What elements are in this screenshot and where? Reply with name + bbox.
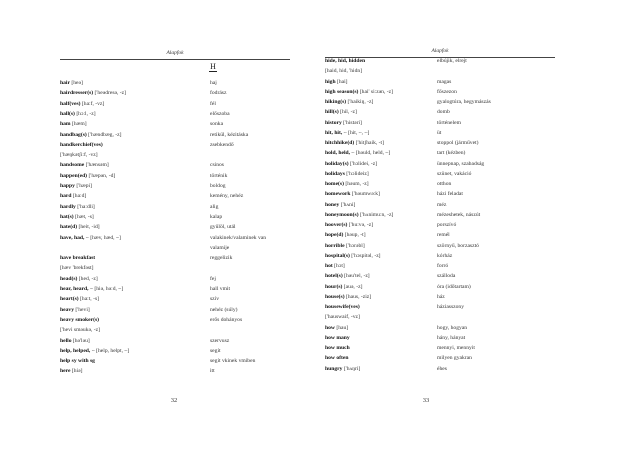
entry-headword (325, 191, 380, 198)
entry-translation: otthon (437, 181, 452, 187)
entry-headword (60, 224, 100, 231)
entry-translation: valamije (210, 244, 230, 251)
entry-headword (60, 368, 82, 375)
entry-translation: óra (időtartam) (437, 283, 471, 290)
pronunciation: ['hænsəm] (84, 162, 109, 169)
headword-text: hungry (325, 365, 343, 372)
entry-translation: kórház (437, 252, 453, 259)
entry-headword (325, 294, 371, 301)
entry-headword (325, 335, 350, 342)
headword-text: horrible (325, 242, 345, 249)
pronunciation: ~ [help, helpt, ~] (90, 347, 130, 354)
pronunciation: ['hæpi] (74, 183, 92, 189)
entry-headword (60, 152, 98, 159)
entry-headword (60, 296, 99, 303)
entry-translation: milyen gyakran (437, 355, 472, 362)
entry-translation: retikül, kézitáska (210, 131, 249, 138)
headword-text: hardly (60, 203, 76, 210)
entry-translation: házi feladat (437, 191, 463, 198)
pronunciation: [hæv 'brekfəst] (60, 265, 94, 272)
pronunciation: [hæm] (70, 121, 87, 128)
right-page (319, 0, 638, 452)
entry-headword (325, 222, 373, 229)
entry-translation: haj (210, 80, 217, 86)
entry-translation: erős dohányos (210, 316, 243, 323)
entry-translation: itt (210, 368, 215, 375)
headword-text: hotel(s) (325, 273, 343, 280)
entry-headword (60, 307, 90, 314)
entry-headword (60, 338, 90, 345)
pronunciation: [hed, -z] (77, 275, 98, 282)
pronunciation: ['hæŋkətʃi:f, -vz] (60, 152, 98, 159)
pronunciation: ['hʌnimu:n, -z] (358, 211, 394, 218)
headword-text: heart(s) (60, 296, 79, 303)
entry-headword (325, 263, 345, 270)
headword-text: happen(ed) (60, 172, 88, 179)
pronunciation: [hai' si:zən, -z] (358, 88, 393, 95)
pronunciation: ~ [hiə, hə:d, ~] (88, 286, 124, 292)
entry-translation: gyalogtúra, hegymászás (437, 99, 491, 105)
entry-translation: remél (437, 232, 450, 239)
pronunciation: [həum, -z] (343, 181, 369, 187)
entry-translation: reggelizik (210, 255, 233, 262)
pronunciation: ['hɔspitəl, -z] (349, 252, 381, 259)
entry-headword (60, 276, 98, 283)
entry-headword (325, 212, 393, 219)
pronunciation: ['hæpən, -d] (87, 172, 116, 179)
pronunciation: ['ha:dli] (75, 203, 95, 210)
entry-translation: üt (437, 129, 442, 136)
entry-headword (325, 232, 366, 239)
entry-translation: valakinek/valaminek van (210, 234, 267, 241)
entry-translation: elbújik, elrejt (437, 58, 467, 64)
headword-text: honeymoon(s) (325, 211, 359, 218)
pronunciation: ['həumwə:k] (350, 191, 380, 198)
headword-text: high season(s) (325, 88, 359, 95)
pronunciation: [hɔ:l, -z] (74, 110, 96, 117)
pronunciation: [hæt, -s] (73, 213, 94, 220)
headword-text: hall(s) (60, 110, 75, 117)
entry-headword (60, 348, 129, 355)
entry-translation: boldog (210, 183, 226, 189)
entry-translation: szünet, vakáció (437, 170, 472, 177)
entry-headword (325, 68, 362, 75)
headword-text: handkerchief(ves) (60, 141, 103, 148)
pronunciation: ['hu:və, -z] (347, 222, 374, 228)
pronunciation: ['hitʃhaik, -t] (354, 140, 384, 146)
entry-headword (60, 265, 93, 272)
entry-headword (325, 89, 393, 96)
entry-headword (325, 181, 369, 188)
entry-translation: alig (210, 203, 219, 210)
headword-text: homework (325, 191, 351, 198)
headword-text: handsome (60, 162, 85, 169)
entry-translation: szálloda (437, 273, 456, 280)
entry-translation: háziasszony (437, 304, 465, 310)
pronunciation: ['hauswaif, -vz] (325, 314, 360, 321)
pronunciation: ['hʌni] (339, 201, 356, 208)
entry-translation: porszívó (437, 222, 457, 228)
headword-text: how often (325, 355, 349, 362)
entry-headword (60, 286, 123, 293)
right-page-number: 33 (422, 397, 430, 404)
entry-translation: mennyi, mennyit (437, 345, 475, 351)
entry-headword (60, 142, 103, 149)
entry-headword (60, 255, 95, 262)
entry-translation: zsebkendő (210, 141, 234, 148)
entry-headword (325, 58, 365, 65)
pronunciation: [auə, -z] (342, 283, 363, 290)
headword-text: history (325, 119, 342, 126)
entry-translation: főszezon (437, 88, 457, 95)
headword-text: holidays (325, 170, 345, 177)
entry-translation: kemény, nehéz (210, 193, 244, 200)
entry-translation: történik (210, 172, 228, 179)
right-running-header: Alapfok (431, 48, 449, 54)
headword-text: hit, hit, (325, 129, 343, 136)
headword-text: hospital(s) (325, 252, 350, 259)
entry-headword (60, 121, 87, 128)
entry-headword (60, 183, 92, 190)
entry-headword (325, 79, 348, 86)
pronunciation: ['hevi] (73, 306, 90, 313)
entry-translation: hogy, hogyan (437, 324, 468, 331)
entry-translation: forró (437, 263, 449, 269)
entry-headword (325, 171, 369, 178)
entry-translation: magas (437, 78, 452, 85)
entry-translation: ház (437, 293, 445, 300)
pronunciation: ~ [həuld, held, ~] (350, 150, 391, 157)
pronunciation: [heə] (69, 80, 83, 86)
entry-headword (325, 253, 381, 260)
entry-headword (60, 80, 83, 87)
entry-headword (60, 358, 95, 365)
entry-translation: tart (kézben) (437, 150, 466, 157)
pronunciation: [hɔt] (332, 263, 345, 269)
entry-headword (60, 214, 94, 221)
headword-text: hitchhike(d) (325, 140, 355, 146)
entry-translation: csinos (210, 162, 224, 169)
headword-text: high (325, 78, 336, 85)
headword-text: hold, held, (325, 150, 351, 157)
entry-headword (325, 314, 360, 321)
entry-translation: történelem (437, 119, 461, 126)
headword-text: hard (60, 193, 72, 200)
entry-headword (325, 140, 384, 147)
pronunciation: [ha:d] (71, 193, 87, 200)
entry-translation: szörnyű, borzasztó (437, 242, 479, 249)
entry-headword (325, 202, 355, 209)
section-letter: H (210, 62, 216, 71)
headword-text: have breakfast (60, 255, 96, 262)
headword-text: home(s) (325, 181, 344, 187)
pronunciation: [hau] (334, 324, 349, 331)
headword-text: handbag(s) (60, 131, 87, 138)
pronunciation: ['hevi sməukə, -z] (60, 327, 100, 334)
pronunciation: ['heədresə, -z] (93, 90, 126, 97)
headword-text: hour(s) (325, 283, 343, 290)
entry-translation: gyűlöl, utál (210, 224, 236, 231)
headword-text: help sy with sg (60, 358, 95, 365)
entry-headword (60, 204, 95, 211)
left-running-header: Alapfok (166, 50, 184, 56)
entry-headword (60, 235, 121, 242)
pronunciation: ~ [hæv, hæd, ~] (84, 234, 121, 241)
entry-translation: fél (210, 100, 216, 107)
pronunciation: ['hɔlidei, -z] (348, 160, 378, 167)
headword-text: how many (325, 334, 350, 341)
entry-headword (325, 366, 360, 373)
entry-headword (60, 132, 121, 139)
headword-text: happy (60, 183, 75, 189)
entry-headword (325, 150, 390, 157)
pronunciation: ['histəri] (341, 119, 362, 126)
headword-text: hello (60, 337, 72, 344)
headword-text: hair (60, 80, 70, 86)
headword-text: head(s) (60, 275, 78, 282)
pronunciation: [hiə] (70, 368, 83, 375)
left-header-rule (60, 59, 290, 60)
pronunciation: [həup, -t] (343, 232, 366, 239)
entry-headword (325, 284, 362, 291)
entry-headword (325, 99, 373, 106)
entry-translation: sonka (210, 121, 224, 128)
entry-translation: éhes (437, 365, 447, 372)
headword-text: holiday(s) (325, 160, 349, 167)
pronunciation: [haus, -ziz] (344, 293, 372, 300)
entry-headword (325, 355, 348, 362)
pronunciation: ['hɔlideiz] (344, 170, 369, 177)
headword-text: hill(s) (325, 109, 339, 116)
entry-headword (325, 161, 377, 168)
entry-translation: hány, hányat (437, 334, 466, 341)
pronunciation: ['haikiŋ, -z] (346, 99, 374, 105)
pronunciation: ~ [hit, ~, ~] (342, 129, 370, 136)
entry-translation: szervusz (210, 337, 230, 344)
entry-headword (60, 101, 104, 108)
entry-translation: kalap (210, 213, 223, 220)
pronunciation: [həu'tel, -z] (342, 273, 370, 280)
entry-headword (60, 173, 115, 180)
entry-translation: fej (210, 275, 216, 282)
entry-headword (60, 317, 99, 324)
headword-text: housewife(ves) (325, 304, 360, 310)
entry-translation: stoppol (járművet) (437, 140, 479, 146)
pronunciation: [ha:f, -vz] (80, 100, 105, 107)
headword-text: here (60, 368, 71, 375)
pronunciation: ['hɔrəbl] (344, 242, 365, 249)
entry-headword (325, 130, 369, 137)
entry-translation: nehéz (súly) (210, 306, 238, 313)
entry-translation: domb (437, 109, 450, 116)
entry-headword (60, 111, 96, 118)
entry-headword (325, 243, 365, 250)
pronunciation: [hai] (335, 78, 348, 85)
pronunciation: ['hʌŋri] (342, 365, 361, 372)
pronunciation: ['hændbæg, -z] (86, 131, 122, 138)
headword-text: honey (325, 201, 340, 208)
entry-headword (325, 120, 362, 127)
entry-translation: segít vkinek vmiben (210, 358, 256, 365)
entry-translation: fodrász (210, 90, 227, 97)
pronunciation: [haid, hid, 'hidn] (325, 68, 363, 75)
headword-text: how (325, 324, 335, 331)
headword-text: house(s) (325, 293, 345, 300)
entry-headword (325, 325, 348, 332)
headword-text: hate(d) (60, 224, 78, 231)
headword-text: hide, hid, hidden (325, 58, 366, 64)
entry-headword (60, 90, 126, 97)
left-page-number: 32 (170, 397, 178, 404)
pronunciation: [hə'ləu] (71, 337, 90, 344)
headword-text: hear, heard, (60, 286, 89, 292)
headword-text: how much (325, 345, 350, 351)
pronunciation: [hil, -z] (338, 109, 357, 116)
entry-headword (325, 273, 370, 280)
entry-translation: méz (437, 201, 447, 208)
entry-headword (325, 304, 360, 311)
headword-text: heavy smoker(s) (60, 316, 99, 323)
entry-translation: szív (210, 296, 220, 303)
headword-text: hairdresser(s) (60, 90, 94, 97)
headword-text: ham (60, 121, 71, 128)
headword-text: hot (325, 263, 333, 269)
pronunciation: [ha:t, -s] (78, 296, 99, 303)
entry-translation: hall vmit (210, 286, 231, 292)
entry-translation: előszoba (210, 110, 230, 117)
entry-headword (60, 162, 109, 169)
entry-translation: mézeshetek, nászút (437, 211, 481, 218)
headword-text: help, helped, (60, 347, 91, 354)
headword-text: heavy (60, 306, 74, 313)
headword-text: half(ves) (60, 100, 81, 107)
entry-headword (325, 109, 357, 116)
headword-text: hope(d) (325, 232, 344, 239)
headword-text: have, had, (60, 234, 85, 241)
entry-headword (60, 193, 86, 200)
headword-text: hiking(s) (325, 99, 347, 105)
entry-headword (325, 345, 350, 352)
entry-headword (60, 327, 100, 334)
pronunciation: [heit, -id] (77, 224, 100, 231)
headword-text: hat(s) (60, 213, 74, 220)
headword-text: hoover(s) (325, 222, 348, 228)
entry-translation: segít (210, 347, 221, 354)
entry-translation: ünnepnap, szabadság (437, 160, 485, 167)
